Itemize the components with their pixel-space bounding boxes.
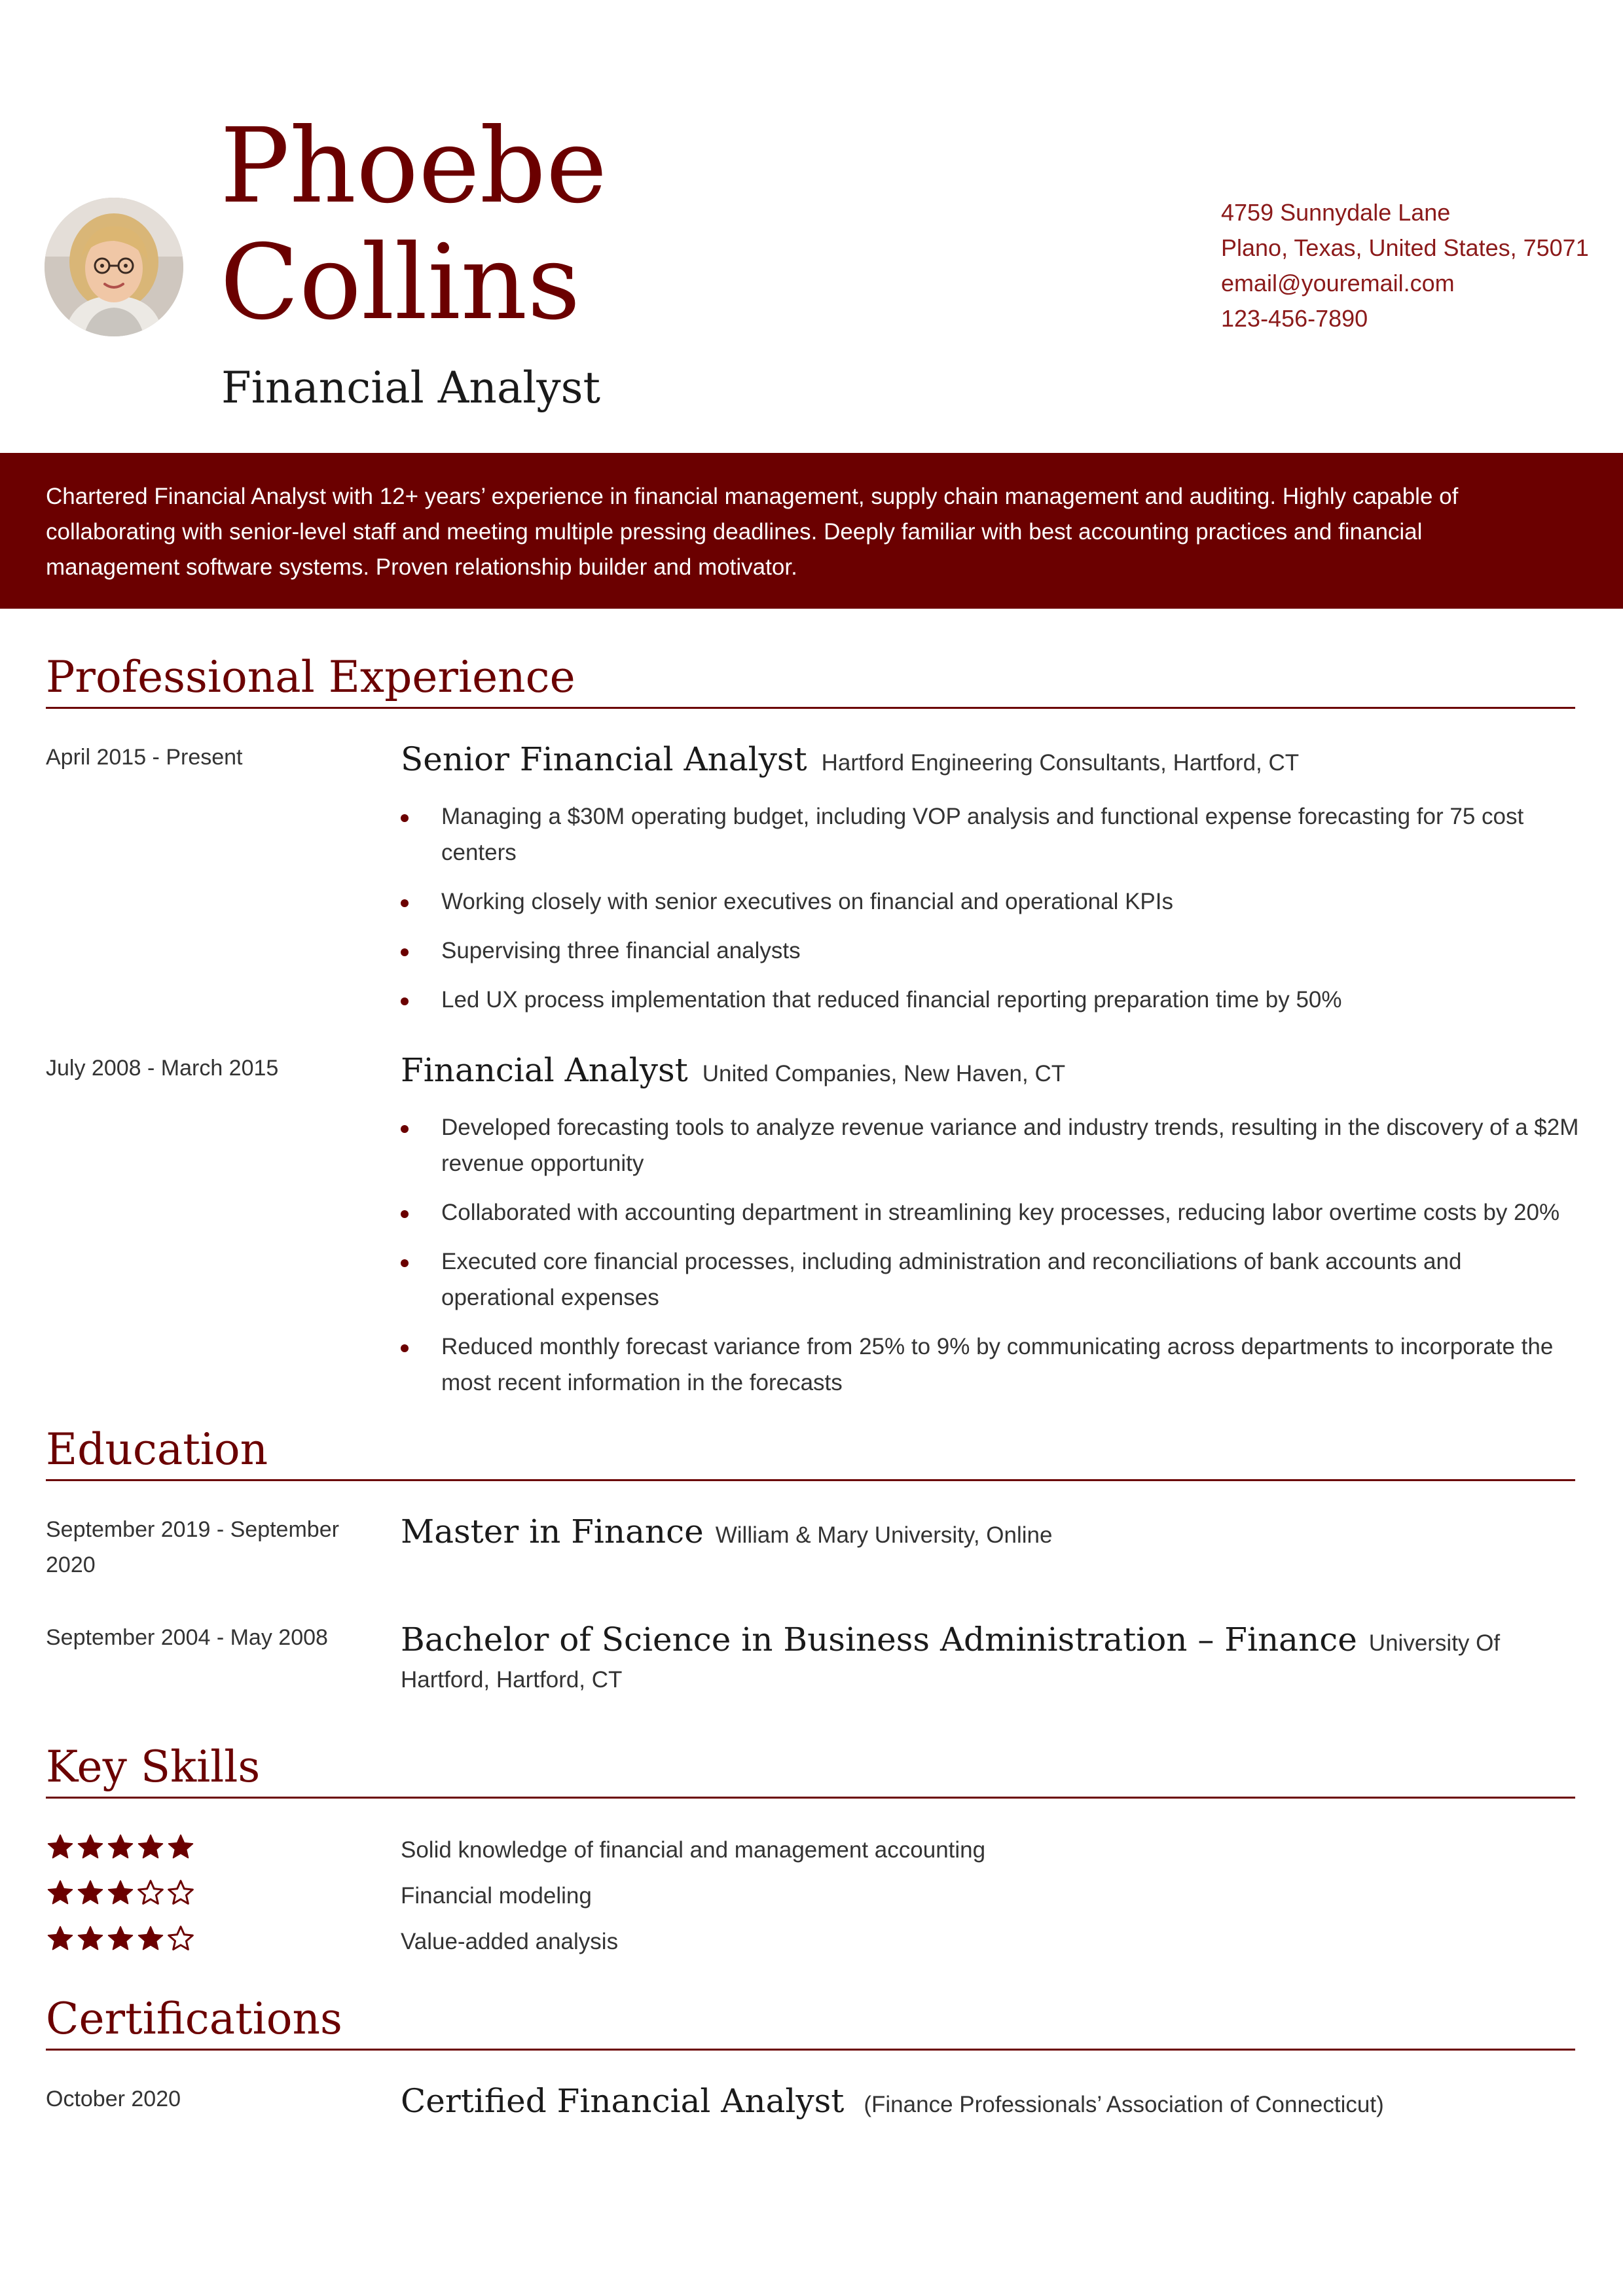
email[interactable]: email@youremail.com: [1221, 270, 1455, 296]
star-filled-icon: [106, 1833, 135, 1861]
list-item: Supervising three financial analysts: [401, 933, 1579, 969]
education-dates: September 2004 - May 2008: [46, 1625, 328, 1650]
list-item: Executed core financial processes, including administration and reconciliations of bank accounts and operational expenses: [401, 1244, 1579, 1316]
list-item: Managing a $30M operating budget, including VOP analysis and functional expense forecasting for 75 cost centers: [401, 798, 1579, 870]
job-title: Senior Financial Analyst: [401, 740, 807, 778]
school: University Of Hartford, Hartford, CT: [401, 1630, 1501, 1693]
star-filled-icon: [136, 1924, 165, 1953]
skill-label: Solid knowledge of financial and management accounting: [401, 1837, 986, 1863]
section-title-experience: Professional Experience: [46, 648, 1575, 709]
skill-label: Financial modeling: [401, 1883, 592, 1909]
profile-photo: [45, 198, 183, 336]
degree: Master in Finance: [401, 1513, 704, 1551]
skill-label: Value-added analysis: [401, 1929, 619, 1954]
star-filled-icon: [166, 1833, 195, 1861]
list-item: Collaborated with accounting department in streamlining key processes, reducing labor overtime costs by 20%: [401, 1194, 1579, 1230]
degree: Bachelor of Science in Business Administration – Finance: [401, 1621, 1357, 1659]
bullet-icon: [401, 1125, 409, 1133]
summary-banner: [0, 453, 1623, 609]
section-title-certifications: Certifications: [46, 1990, 1575, 2051]
contact-info: [1221, 195, 1589, 336]
star-empty-icon: [166, 1878, 195, 1907]
job-dates: April 2015 - Present: [46, 745, 243, 770]
job-title: Financial Analyst: [221, 363, 601, 413]
star-filled-icon: [46, 1878, 75, 1907]
section-title-education: Education: [46, 1420, 1575, 1481]
education-header: [401, 1617, 1579, 1698]
star-empty-icon: [136, 1878, 165, 1907]
certification-header: [401, 2078, 1579, 2124]
education-dates: September 2019 - September 2020: [46, 1517, 339, 1577]
job-company: Hartford Engineering Consultants, Hartford, CT: [821, 750, 1300, 776]
job-bullets: [401, 1109, 1579, 1414]
star-filled-icon: [106, 1878, 135, 1907]
address-line-1: 4759 Sunnydale Lane: [1221, 199, 1451, 226]
phone[interactable]: 123-456-7890: [1221, 305, 1368, 332]
star-filled-icon: [76, 1878, 105, 1907]
avatar: [45, 198, 183, 336]
bullet-icon: [401, 948, 409, 956]
star-filled-icon: [106, 1924, 135, 1953]
star-filled-icon: [46, 1924, 75, 1953]
job-header: [401, 1047, 1579, 1093]
star-filled-icon: [46, 1833, 75, 1861]
skill-rating: [46, 1878, 196, 1907]
section-title-skills: Key Skills: [46, 1738, 1575, 1799]
bullet-icon: [401, 997, 409, 1005]
list-item: Working closely with senior executives on financial and operational KPIs: [401, 884, 1579, 920]
last-name: Collins: [220, 223, 581, 343]
star-filled-icon: [136, 1833, 165, 1861]
address-line-2: Plano, Texas, United States, 75071: [1221, 234, 1589, 261]
certification-name: Certified Financial Analyst: [401, 2082, 845, 2120]
job-company: United Companies, New Haven, CT: [702, 1061, 1066, 1086]
job-dates: July 2008 - March 2015: [46, 1056, 279, 1081]
list-item: Developed forecasting tools to analyze revenue variance and industry trends, resulting in the discovery of a $2M revenue opportunity: [401, 1109, 1579, 1181]
star-filled-icon: [76, 1833, 105, 1861]
list-item: Led UX process implementation that reduced financial reporting preparation time by 50%: [401, 982, 1579, 1018]
certification-issuer: (Finance Professionals’ Association of Connecticut): [864, 2092, 1384, 2117]
candidate-name: [220, 108, 607, 341]
skill-rating: [46, 1924, 196, 1953]
bullet-icon: [401, 1210, 409, 1218]
education-header: [401, 1509, 1579, 1554]
skill-rating: [46, 1833, 196, 1861]
school: William & Mary University, Online: [715, 1522, 1053, 1548]
job-header: [401, 736, 1579, 782]
job-bullets: [401, 798, 1579, 1031]
bullet-icon: [401, 899, 409, 907]
summary-text: Chartered Financial Analyst with 12+ years’ experience in financial management, supply chain management and auditing. Highly capable of collaborating with senior-level staff and meeting multiple pressing deadlines. Deeply familiar with best accounting practices and financial management software systems. Proven relationship builder and motivator.: [46, 484, 1459, 580]
list-item: Reduced monthly forecast variance from 25% to 9% by communicating across departments to incorporate the most recent information in the forecasts: [401, 1329, 1579, 1401]
bullet-icon: [401, 1344, 409, 1352]
bullet-icon: [401, 1259, 409, 1267]
star-empty-icon: [166, 1924, 195, 1953]
job-title: Financial Analyst: [401, 1051, 688, 1089]
star-filled-icon: [76, 1924, 105, 1953]
first-name: Phoebe: [220, 106, 608, 226]
bullet-icon: [401, 814, 409, 822]
certification-date: October 2020: [46, 2087, 181, 2111]
